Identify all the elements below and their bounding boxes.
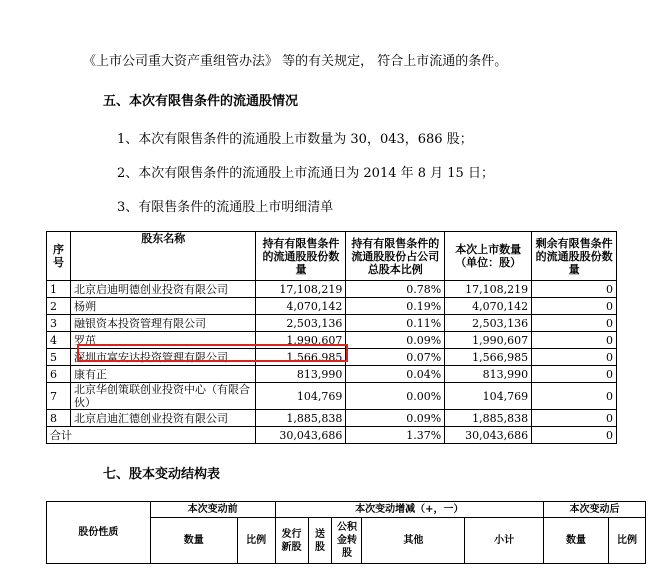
row-index: 3: [47, 315, 71, 332]
row-shares: 4,070,142: [256, 298, 346, 315]
row-index: 7: [47, 383, 71, 410]
row-index: 6: [47, 366, 71, 383]
row-remaining: 0: [532, 349, 617, 366]
row-name: 北京启迪明德创业投资有限公司: [70, 281, 256, 298]
header-share-type: 股份性质: [47, 502, 151, 564]
sub-other: 其他: [362, 518, 465, 564]
header-listed-quantity: 本次上市数量（单位：股）: [445, 232, 532, 281]
intro-text: 《上市公司重大资产重组管办法》 等的有关规定， 符合上市流通的条件。: [83, 54, 508, 69]
sub-reserve-conversion: 公积金转股: [332, 518, 362, 564]
row-shares: 17,108,219: [256, 281, 346, 298]
row-remaining: 0: [532, 410, 617, 427]
total-remaining: 0: [532, 427, 617, 444]
row-listed: 104,769: [445, 383, 532, 410]
header-share-ratio: 持有有限售条件的流通股股份占公司总股本比例: [346, 232, 445, 281]
row-listed: 813,990: [445, 366, 532, 383]
row-name: 杨朔: [70, 298, 256, 315]
row-index: 5: [47, 349, 71, 366]
table-row: [47, 366, 617, 383]
row-shares: 1,990,607: [256, 332, 346, 349]
row-remaining: 0: [532, 281, 617, 298]
row-index: 1: [47, 281, 71, 298]
row-index: 8: [47, 410, 71, 427]
row-name: 北京启迪汇德创业投资有限公司: [70, 410, 256, 427]
row-name: 康有正: [70, 366, 256, 383]
sub-subtotal: 小计: [465, 518, 544, 564]
row-listed: 1,566,985: [445, 349, 532, 366]
section5-item3: 3、有限售条件的流通股上市明细清单: [117, 200, 334, 215]
header-shareholder-name: 股东名称: [70, 232, 256, 281]
header-index: 序号: [47, 232, 71, 281]
table-row: [47, 298, 617, 315]
header-shares-held: 持有有限售条件的流通股股份数量: [256, 232, 346, 281]
row-name: 罗茁: [70, 332, 256, 349]
row-remaining: 0: [532, 366, 617, 383]
section5-item2: 2、本次有限售条件的流通股上市流通日为 2014 年 8 月 15 日；: [117, 166, 494, 181]
row-ratio: 0.11%: [346, 315, 445, 332]
table-row: [47, 315, 617, 332]
row-shares: 1,566,985: [256, 349, 346, 366]
row-shares: 104,769: [256, 383, 346, 410]
header-after-change: 本次变动后: [544, 502, 646, 518]
row-ratio: 0.04%: [346, 366, 445, 383]
row-ratio: 0.09%: [346, 410, 445, 427]
row-listed: 4,070,142: [445, 298, 532, 315]
table-header-row: [47, 232, 617, 281]
row-name: 深圳市富安达投资管理有限公司: [70, 349, 256, 366]
header-before-change: 本次变动前: [150, 502, 275, 518]
total-label: 合计: [47, 427, 256, 444]
header-remaining-shares: 剩余有限售条件的流通股股份数量: [532, 232, 617, 281]
sub-quantity-before: 数量: [150, 518, 237, 564]
row-shares: 813,990: [256, 366, 346, 383]
row-name: 融银资本投资管理有限公司: [70, 315, 256, 332]
row-ratio: 0.09%: [346, 332, 445, 349]
total-listed: 30,043,686: [445, 427, 532, 444]
row-remaining: 0: [532, 383, 617, 410]
total-shares: 30,043,686: [256, 427, 346, 444]
row-ratio: 0.19%: [346, 298, 445, 315]
row-ratio: 0.78%: [346, 281, 445, 298]
row-index: 4: [47, 332, 71, 349]
sub-ratio-after: 比例: [608, 518, 645, 564]
sub-bonus-shares: 送股: [308, 518, 332, 564]
row-remaining: 0: [532, 332, 617, 349]
table-total-row: [47, 427, 617, 444]
row-name: 北京华创策联创业投资中心（有限合伙）: [70, 383, 256, 410]
header-change: 本次变动增减（+，一）: [275, 502, 544, 518]
row-listed: 1,885,838: [445, 410, 532, 427]
table2-header-row1: [47, 502, 646, 518]
row-index: 2: [47, 298, 71, 315]
share-structure-table: [46, 501, 646, 564]
section5-heading: 五、本次有限售条件的流通股情况: [103, 94, 299, 109]
highlight-box: [77, 344, 348, 362]
row-ratio: 0.00%: [346, 383, 445, 410]
row-remaining: 0: [532, 315, 617, 332]
row-remaining: 0: [532, 298, 617, 315]
sub-ratio-before: 比例: [237, 518, 275, 564]
row-listed: 17,108,219: [445, 281, 532, 298]
row-shares: 1,885,838: [256, 410, 346, 427]
row-listed: 2,503,136: [445, 315, 532, 332]
row-listed: 1,990,607: [445, 332, 532, 349]
section7-heading: 七、股本变动结构表: [103, 467, 221, 482]
restricted-shares-table: [46, 231, 617, 444]
total-ratio: 1.37%: [346, 427, 445, 444]
sub-new-issue: 发行新股: [275, 518, 308, 564]
sub-quantity-after: 数量: [544, 518, 609, 564]
section5-item1: 1、本次有限售条件的流通股上市数量为 30，043，686 股；: [117, 132, 473, 147]
table-row: [47, 281, 617, 298]
row-shares: 2,503,136: [256, 315, 346, 332]
table-row: [47, 383, 617, 410]
table-row: [47, 410, 617, 427]
row-ratio: 0.07%: [346, 349, 445, 366]
